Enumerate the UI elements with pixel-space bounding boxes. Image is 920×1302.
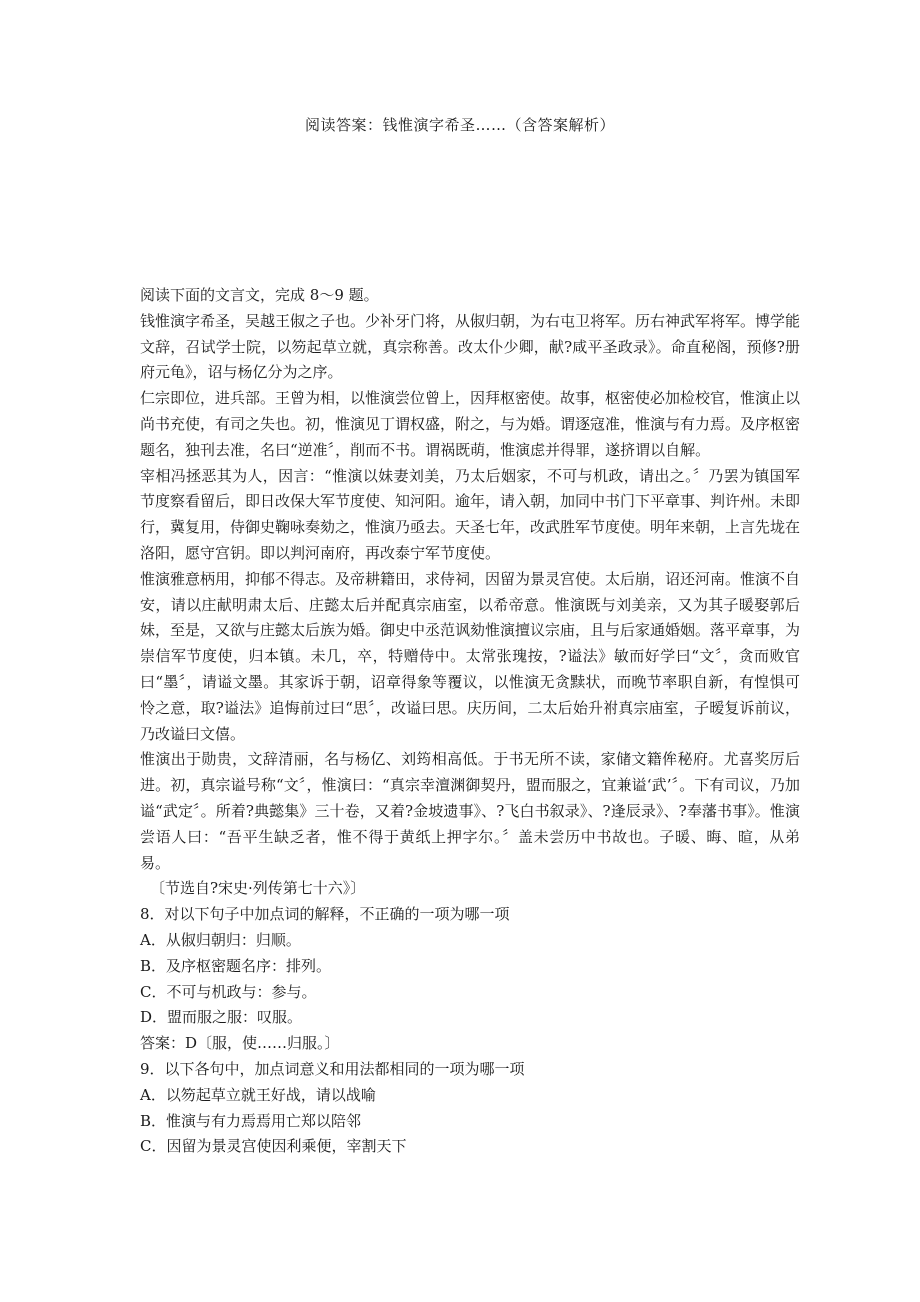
passage-paragraph-5: 惟演出于勋贵，文辞清丽，名与杨亿、刘筠相高低。于书无所不读，家储文籍侔秘府。尤喜奖厉后进。初，真宗谥号称“文〞，惟演曰：“真宗幸澶渊御契丹，盟而服之，宜兼谥‘武’〞。下有司议，乃加谥“武定〞。所着?典懿集》三十卷，又着?金坡遗事》、?飞白书叙录》、?逢辰录》、?奉藩书事》。惟演尝语人曰：“吾平生缺乏者，惟不得于黄纸上押字尔。〞盖未尝历中书故也。子暖、晦、暄，从弟易。 xyxy=(140,750,800,872)
intro-line: 阅读下面的文言文，完成 8～9 题。 xyxy=(140,286,379,304)
passage-paragraph-1: 钱惟演字希圣，吴越王俶之子也。少补牙门将，从俶归朝，为右屯卫将军。历右神武军将军。博学能文辞，召试学士院，以笏起草立就，真宗称善。改太仆少卿，献?咸平圣政录》。命直秘阁，预修?册府元龟》，诏与杨亿分为之序。 xyxy=(140,311,801,382)
question-8-stem: 8．对以下句子中加点词的解释，不正确的一项为哪一项 xyxy=(140,905,510,924)
question-8-option-d: D．盟而服之服：叹服。 xyxy=(140,1008,303,1027)
question-8-answer: 答案：D〔服，使……归服。〕 xyxy=(140,1034,340,1053)
page-title: 阅读答案：钱惟演字希圣……（含答案解析） xyxy=(304,116,615,134)
question-8-option-a: A．从俶归朝归：归顺。 xyxy=(140,930,301,949)
source-citation: 〔节选自?宋史·列传第七十六》〕 xyxy=(150,879,366,898)
question-9-option-b: B．惟演与有力焉焉用亡郑以陪邻 xyxy=(140,1111,362,1130)
passage-paragraph-2: 仁宗即位，进兵部。王曾为相，以惟演尝位曾上，因拜枢密使。故事，枢密使必加检校官，惟演止以尚书充使，有司之失也。初，惟演见丁谓权盛，附之，与为婚。谓逐寇准，惟演与有力焉。及序枢密题名，独刊去准，名曰“逆准〞，削而不书。谓祸既萌，惟演虑并得罪，遂挤谓以自解。 xyxy=(140,389,801,459)
question-8-option-c: C．不可与机政与：参与。 xyxy=(140,982,317,1001)
question-9-stem: 9．以下各句中，加点词意义和用法都相同的一项为哪一项 xyxy=(140,1059,525,1078)
question-9-option-a: A．以笏起草立就王好战，请以战喻 xyxy=(140,1085,376,1104)
question-9-option-c: C．因留为景灵宫使因利乘便，宰割天下 xyxy=(140,1137,407,1156)
document-body xyxy=(140,283,800,1160)
question-8-option-b: B．及序枢密题名序：排列。 xyxy=(140,956,332,975)
passage-paragraph-3: 宰相冯拯恶其为人，因言：“惟演以妹妻刘美，乃太后姻家，不可与机政，请出之。〞乃罢为镇国军节度察看留后，即日改保大军节度使、知河阳。逾年，请入朝，加同中书门下平章事、判许州。未即行，冀复用，侍御史鞠咏奏劾之，惟演乃亟去。天圣七年，改武胜军节度使。明年来朝，上言先垅在洛阳，愿守宫钥。即以判河南府，再改泰宁军节度使。 xyxy=(140,466,801,562)
passage-paragraph-4: 惟演雅意柄用，抑郁不得志。及帝耕籍田，求侍祠，因留为景灵宫使。太后崩，诏还河南。惟演不自安，请以庄献明肃太后、庄懿太后并配真宗庙室，以希帝意。惟演既与刘美亲，又为其子暖娶郭后妹，至是，又欲与庄懿太后族为婚。御史中丞范讽劾惟演擅议宗庙，且与后家通婚姻。落平章事，为崇信军节度使，归本镇。未几，卒，特赠侍中。太常张瑰按，?谥法》敏而好学曰“文〞，贪而败官曰“墨〞，请谥文墨。其家诉于朝，诏章得象等覆议，以惟演无贪黩状，而晚节率职自新，有惶惧可怜之意，取?谥法》追悔前过曰“思〞，改谥曰思。庆历间，二太后始升祔真宗庙室，子暧复诉前议，乃改谥曰文僖。 xyxy=(140,569,801,743)
